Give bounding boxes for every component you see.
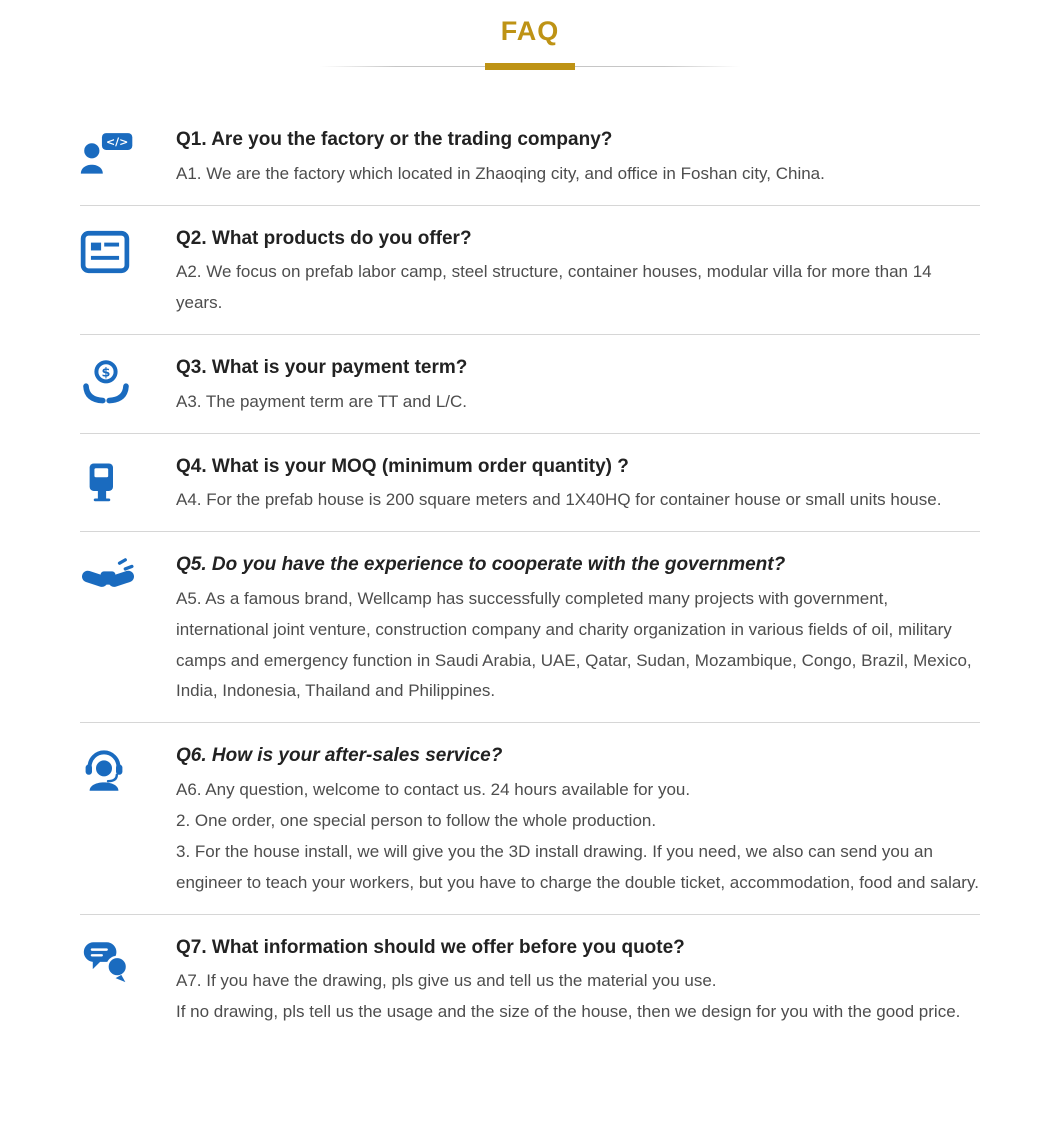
faq-item-q1 (80, 107, 980, 206)
faq-question: Q1. Are you the factory or the trading company? (176, 129, 613, 150)
faq-answer-line: A7. If you have the drawing, pls give us and tell us the material you use. (176, 971, 717, 991)
faq-answer-line: A4. For the prefab house is 200 square meters and 1X40HQ for container house or small units house. (176, 490, 942, 510)
faq-answer-line: A1. We are the factory which located in Zhaoqing city, and office in Foshan city, China. (176, 163, 825, 183)
faq-item-q2 (80, 206, 980, 335)
svg-text:</>: </> (105, 135, 129, 149)
handshake-icon (80, 556, 176, 600)
faq-question: Q3. What is your payment term? (176, 357, 468, 378)
divider-gold-bar (485, 63, 575, 70)
faq-question: Q4. What is your MOQ (minimum order quantity) ? (176, 455, 629, 477)
payment-hands-icon (80, 359, 176, 407)
title-divider (320, 63, 740, 71)
faq-answer-line: A2. We focus on prefab labor camp, steel structure, container houses, modular villa for more than 14 years. (176, 262, 932, 313)
faq-question: Q5. Do you have the experience to cooperate with the government? (176, 554, 786, 576)
faq-answer-line: 2. One order, one special person to follow the whole production. (176, 810, 657, 830)
faq-item-q7 (80, 915, 980, 1043)
svg-text:$: $ (101, 365, 111, 381)
faq-question: Q6. How is your after-sales service? (176, 745, 503, 767)
faq-item-q6 (80, 723, 980, 914)
faq-item-q4 (80, 434, 980, 533)
faq-answer-line: A3. The payment term are TT and L/C. (176, 391, 468, 411)
faq-list (80, 107, 980, 1043)
page-title: FAQ (500, 16, 560, 46)
chat-bubbles-icon (80, 939, 176, 983)
faq-question: Q2. What products do you offer? (176, 227, 472, 249)
faq-answer-line: A5. As a famous brand, Wellcamp has successfully completed many projects with government, international joint venture, construction company and charity organization in various fields of oil, military camps and emergency function in Saudi Arabia, UAE, Qatar, Sudan, Mozambique, Congo, Brazil, Mexico, India, Indonesia, Thailand and Philippines. (176, 588, 972, 701)
developer-person-icon (80, 131, 176, 179)
faq-answer-line: 3. For the house install, we will give you the 3D install drawing. If you need, we also can send you an engineer to teach your workers, but you have to charge the double ticket, accommodation, food and salary. (176, 841, 979, 892)
faq-answer-line: A6. Any question, welcome to contact us. 24 hours available for you. (176, 780, 691, 799)
pos-terminal-icon (80, 458, 176, 506)
faq-header (0, 0, 1060, 71)
faq-answer-line: If no drawing, pls tell us the usage and the size of the house, then we design for you with the good price. (176, 1002, 961, 1022)
product-list-icon (80, 230, 176, 274)
faq-question: Q7. What information should we offer before you quote? (176, 936, 685, 958)
faq-item-q3 (80, 335, 980, 434)
customer-service-icon (80, 747, 176, 793)
faq-item-q5 (80, 532, 980, 723)
